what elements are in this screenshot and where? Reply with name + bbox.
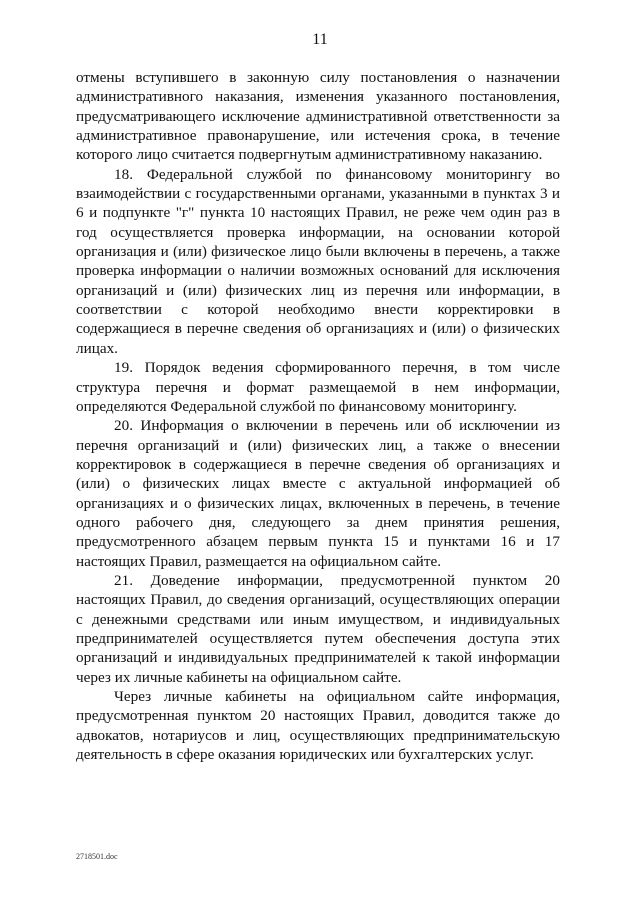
paragraph-21-second: Через личные кабинеты на официальном сайте информация, предусмотренная пунктом 20 настоящих Правил, доводится также до адвокатов, нотариусов и лиц, осуществляющих предпринимательскую деятельность в сфере оказания юридических или бухгалтерских услуг. [76,688,560,764]
paragraph-21: 21. Доведение информации, предусмотренной пунктом 20 настоящих Правил, до сведения организаций, осуществляющих операции с денежными средствами или иным имуществом, и индивидуальных предпринимателей осуществляется путем обеспечения доступа этих организаций и индивидуальных предпринимателей к такой информации через их личные кабинеты на официальном сайте. [76,571,560,686]
document-file-code: 2718501.doc [76,852,118,861]
paragraph-18: 18. Федеральной службой по финансовому мониторингу во взаимодействии с государственными органами, указанными в пунктах 3 и 6 и подпункте "г" пункта 10 настоящих Правил, не реже чем один раз в год осуществляется проверка информации, на основании которой организация и (или) физическое лицо были включены в перечень, а также проверка информации о наличии возможных оснований для исключения организаций и (или) физических лиц из перечня или информации, в соответствии с которой необходимо внести корректировки в содержащиеся в перечне сведения об организациях и (или) о физических лицах. [76,165,560,357]
paragraph-continuation: отмены вступившего в законную силу постановления о назначении административного наказания, изменения указанного постановления, предусматривающего исключение административной ответственности за административное правонарушение, или истечения срока, в течение которого лицо считается подвергнутым административному наказанию. [76,69,560,164]
paragraph-19: 19. Порядок ведения сформированного перечня, в том числе структура перечня и формат размещаемой в нем информации, определяются Федеральной службой по финансовому мониторингу. [76,359,560,415]
document-body [76,68,560,764]
page-number: 11 [312,31,328,48]
paragraph-20: 20. Информация о включении в перечень или об исключении из перечня организаций и (или) физических лиц, а также о внесении корректировок в содержащиеся в перечне сведения об организациях и (или) о физических лицах вместе с актуальной информацией об организациях и о физических лицах, включенных в перечень, в течение одного рабочего дня, следующего за днем принятия решения, предусмотренного абзацем первым пункта 15 и пунктами 16 и 17 настоящих Правил, размещается на официальном сайте. [76,417,560,570]
